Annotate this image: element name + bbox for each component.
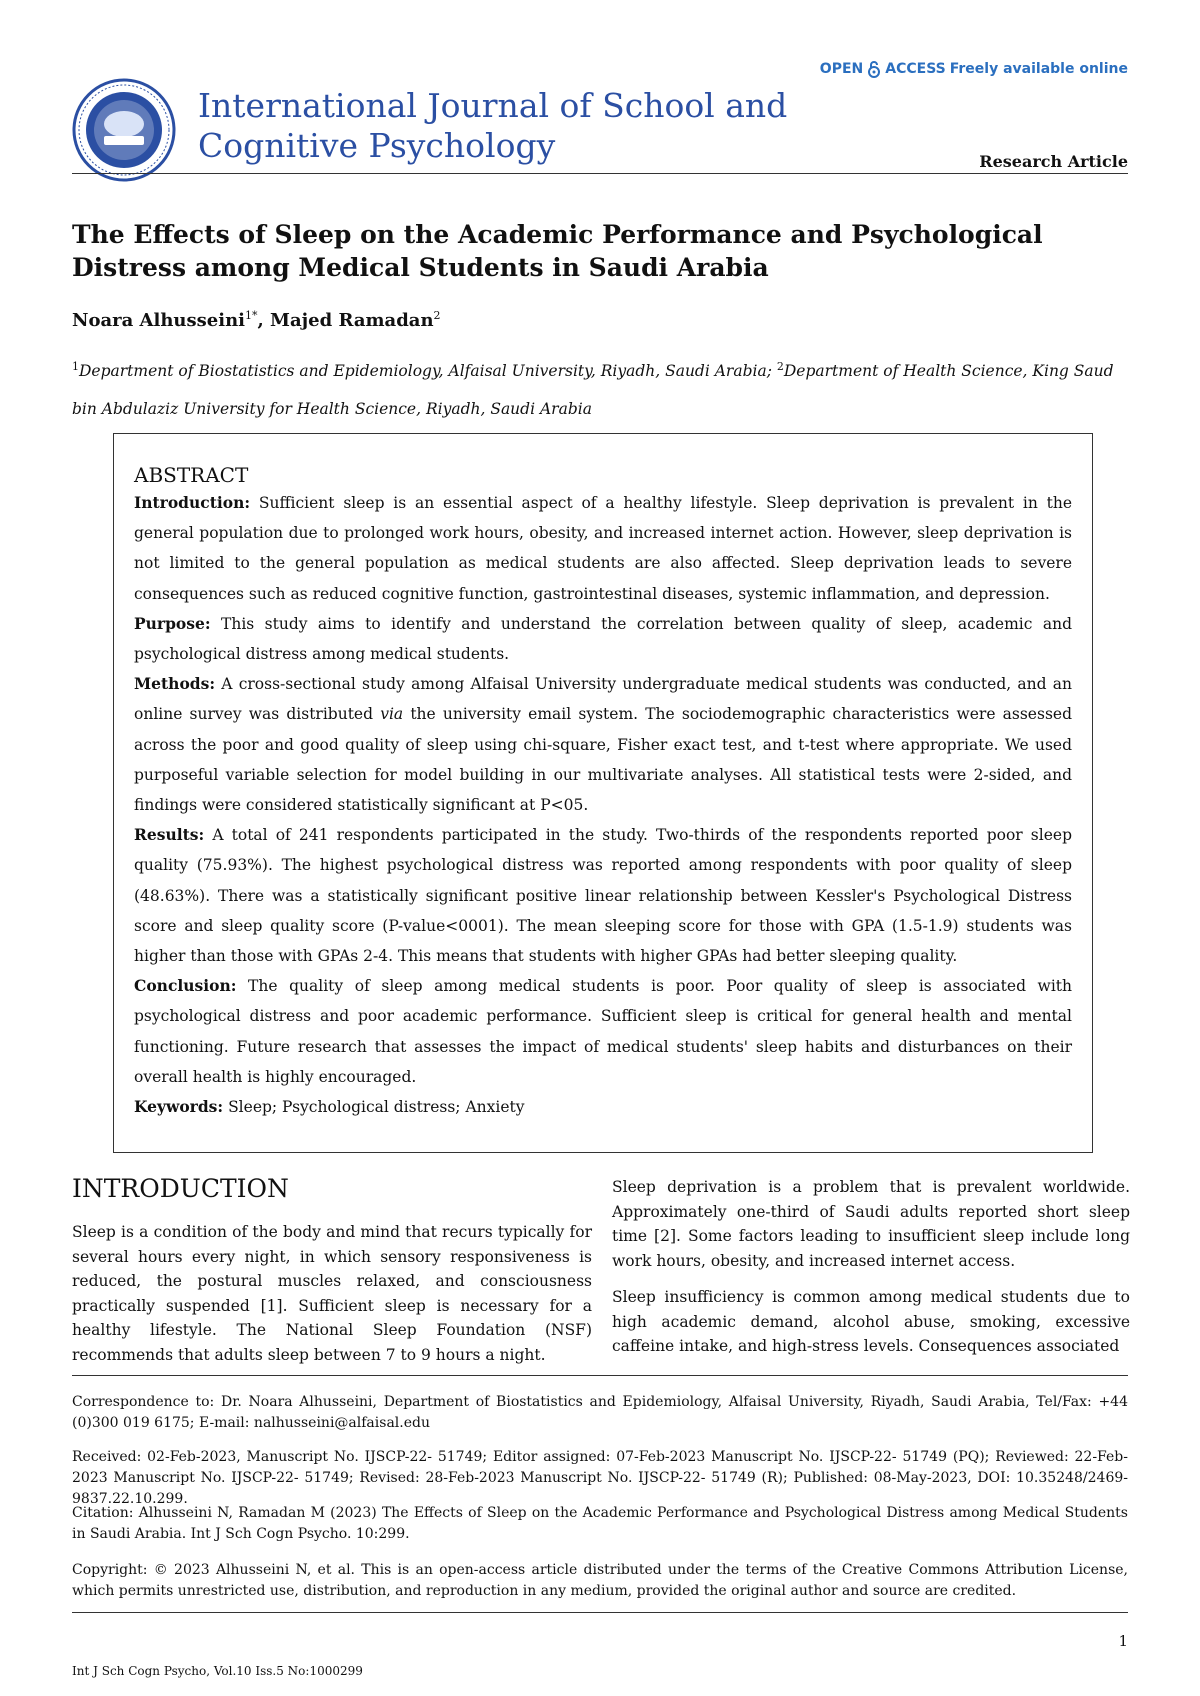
conclusion-text: The quality of sleep among medical students is poor. Poor quality of sleep is associated with psychological distress and poor academic performance. Sufficient sleep is critical for general health and mental functioning. Future research that assesses the impact of medical students' sleep habits and disturbances on their overall health is highly encouraged. <box>134 977 1072 1086</box>
running-footer: Int J Sch Cogn Psycho, Vol.10 Iss.5 No:1000299 <box>72 1664 363 1678</box>
author-1: Noara Alhusseini <box>72 310 245 331</box>
methods-via: via <box>380 705 404 724</box>
abstract-results <box>134 820 1072 971</box>
results-label: Results: <box>134 825 205 845</box>
journal-title-line1: International Journal of School and <box>198 86 788 125</box>
open-access-badge <box>820 60 1128 78</box>
open-access-free: Freely available online <box>949 61 1128 77</box>
intro-label: Introduction: <box>134 493 251 512</box>
page-number: 1 <box>1118 1632 1128 1650</box>
affil-1-sup: 1 <box>72 360 79 373</box>
article-type: Research Article <box>979 152 1128 171</box>
correspondence <box>72 1392 1128 1434</box>
intro-paragraph-3: Sleep insufficiency is common among medical students due to high academic demand, alcohol abuse, smoking, excessive caffeine intake, and high-stress levels. Consequences associated <box>612 1288 1130 1355</box>
intro-right-column <box>612 1175 1130 1371</box>
methods-text-b: the university email system. The sociodemographic characteristics were assessed across the poor and good quality of sleep using chi-square, Fisher exact test, and t-test where appropriate. We used purposeful variable selection for model building in our multivariate analyses. All statistical tests were 2-sided, and findings were considered statistically significant at P<05. <box>134 705 1072 815</box>
conclusion-label: Conclusion: <box>134 976 237 996</box>
abstract-conclusion <box>134 971 1072 1092</box>
authors <box>72 309 441 331</box>
abstract-purpose <box>134 609 1072 669</box>
page-bottom-divider <box>72 1612 1128 1613</box>
citation-label: Citation: <box>72 1505 134 1521</box>
journal-title <box>198 86 787 166</box>
intro-left-column <box>72 1172 592 1379</box>
affil-2-sup: 2 <box>776 360 784 373</box>
received-dates: Received: 02-Feb-2023, Manuscript No. IJSCP-22- 51749; Editor assigned: 07-Feb-2023 Manuscript No. IJSCP-22- 51749 (PQ); Reviewed: 22-Feb-2023 Manuscript No. IJSCP-22- 51749; Revised: 28-Feb-2023 Manuscript No. IJSCP-22- 51749 (R); Published: 08-May-2023, DOI: 10.35248/2469-9837.22.10.299. <box>72 1449 1128 1507</box>
corr-label: Correspondence to: <box>72 1394 215 1410</box>
header-divider <box>72 173 1128 174</box>
abstract-methods <box>134 669 1072 820</box>
purpose-text: This study aims to identify and understand the correlation between quality of sleep, academic and psychological distress among medical students. <box>134 614 1072 664</box>
purpose-label: Purpose: <box>134 613 211 633</box>
citation <box>72 1503 1128 1545</box>
affil-2: Department of Health Science, King Saud bin Abdulaziz University for Health Science, Riyadh, Saudi Arabia <box>72 362 1114 419</box>
author-separator: , <box>257 310 271 331</box>
results-text: A total of 241 respondents participated in the study. Two-thirds of the respondents reported poor sleep quality (75.93%). The highest psychological distress was reported among respondents with poor quality of sleep (48.63%). There was a statistically significant positive linear relationship between Kessler's Psychological Distress score and sleep quality score (P-value<0001). The mean sleeping score for those with GPA (1.5-1.9) students was higher than those with GPAs 2-4. This means that students with higher GPAs had better sleeping quality. <box>134 826 1072 966</box>
abstract-introduction <box>134 488 1072 609</box>
keywords-label: Keywords: <box>134 1097 224 1117</box>
paper-title: The Effects of Sleep on the Academic Performance and Psychological Distress among Medical Students in Saudi Arabia <box>72 220 1043 282</box>
intro-paragraph-1: Sleep is a condition of the body and mind that recurs typically for several hours every night, in which sensory responsiveness is reduced, the postural muscles relaxed, and consciousness practically suspended [1]. Sufficient sleep is necessary for a healthy lifestyle. The National Sleep Foundation (NSF) recommends that adults sleep between 7 to 9 hours a night. <box>72 1223 592 1364</box>
copyright <box>72 1560 1128 1602</box>
copyright-text: © 2023 Alhusseini N, et al. This is an open-access article distributed under the terms of the Creative Commons Attribution License, which permits unrestricted use, distribution, and reproduction in any medium, provided the original author and source are credited. <box>72 1562 1128 1599</box>
author-1-sup: 1* <box>245 309 258 322</box>
methods-text-a: A cross-sectional study among Alfaisal University undergraduate medical students was conducted, and an online survey was distributed <box>134 675 1072 724</box>
keywords-text: Sleep; Psychological distress; Anxiety <box>223 1098 525 1117</box>
abstract-heading: ABSTRACT <box>134 463 249 487</box>
author-2-sup: 2 <box>433 309 441 322</box>
affil-1: Department of Biostatistics and Epidemiology, Alfaisal University, Riyadh, Saudi Arabia; <box>79 362 777 381</box>
journal-logo <box>72 78 176 182</box>
journal-title-line2: Cognitive Psychology <box>198 126 556 165</box>
abstract-keywords <box>134 1092 1072 1122</box>
abstract-box <box>113 433 1093 1153</box>
intro-text: Sufficient sleep is an essential aspect of a healthy lifestyle. Sleep deprivation is prevalent in the general population due to prolonged work hours, obesity, and increased internet action. However, sleep deprivation is not limited to the general population as medical students are also affected. Sleep deprivation leads to severe consequences such as reduced cognitive function, gastrointestinal diseases, systemic inflammation, and depression. <box>134 494 1072 603</box>
author-2: Majed Ramadan <box>270 310 434 331</box>
open-access-open: OPEN <box>819 61 864 77</box>
intro-heading: INTRODUCTION <box>72 1174 289 1203</box>
open-access-access: ACCESS <box>885 61 946 77</box>
copyright-label: Copyright: <box>72 1562 148 1578</box>
affiliations <box>72 348 1128 428</box>
citation-text: Alhusseini N, Ramadan M (2023) The Effects of Sleep on the Academic Performance and Psychological Distress among Medical Students in Saudi Arabia. Int J Sch Cogn Psycho. 10:299. <box>72 1505 1128 1542</box>
corr-text: Dr. Noara Alhusseini, Department of Biostatistics and Epidemiology, Alfaisal University, Riyadh, Saudi Arabia, Tel/Fax: +44 (0)300 019 6175; E-mail: nalhusseini@alfaisal.edu <box>72 1394 1128 1431</box>
intro-paragraph-2: Sleep deprivation is a problem that is prevalent worldwide. Approximately one-third of Saudi adults reported short sleep time [2]. Some factors leading to insufficient sleep include long work hours, obesity, and increased internet access. <box>612 1178 1130 1270</box>
methods-label: Methods: <box>134 674 216 694</box>
footer-divider <box>72 1375 1128 1376</box>
open-lock-icon <box>867 60 881 78</box>
